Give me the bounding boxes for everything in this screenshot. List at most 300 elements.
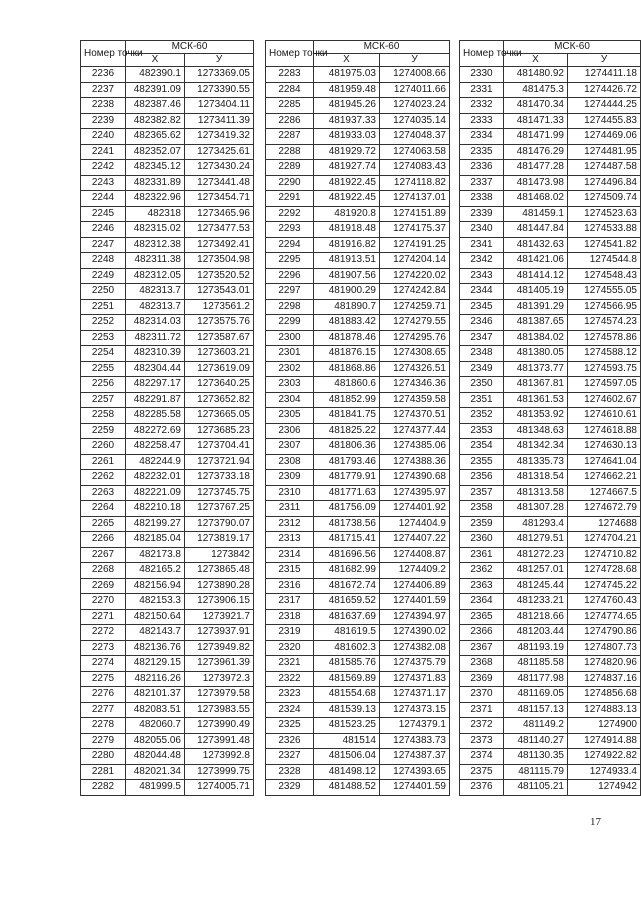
y-coordinate-cell: 1273425.61 <box>185 144 254 160</box>
y-coordinate-cell: 1274259.71 <box>380 299 450 315</box>
x-coordinate-cell: 481387.65 <box>504 315 568 331</box>
x-coordinate-cell: 482136.76 <box>126 640 185 656</box>
table-row <box>266 191 450 207</box>
x-coordinate-cell: 482210.18 <box>126 501 185 517</box>
x-coordinate-cell: 481929.72 <box>314 144 380 160</box>
y-coordinate-cell: 1274373.15 <box>380 702 450 718</box>
y-coordinate-cell: 1273390.55 <box>185 82 254 98</box>
point-number-cell: 2259 <box>81 423 126 439</box>
x-coordinate-cell: 481771.63 <box>314 485 380 501</box>
point-number-cell: 2374 <box>460 749 504 765</box>
x-coordinate-cell: 481900.29 <box>314 284 380 300</box>
point-number-cell: 2368 <box>460 656 504 672</box>
x-coordinate-cell: 481498.12 <box>314 764 380 780</box>
point-number-cell: 2326 <box>266 733 314 749</box>
table-row <box>460 377 641 393</box>
x-coordinate-cell: 481193.19 <box>504 640 568 656</box>
point-number-cell: 2367 <box>460 640 504 656</box>
y-coordinate-cell: 1274375.79 <box>380 656 450 672</box>
y-coordinate-cell: 1274406.89 <box>380 578 450 594</box>
y-coordinate-cell: 1274574.23 <box>568 315 641 331</box>
table-row <box>81 640 254 656</box>
point-number-cell: 2343 <box>460 268 504 284</box>
x-coordinate-cell: 481825.22 <box>314 423 380 439</box>
table-row <box>81 222 254 238</box>
x-coordinate-cell: 482312.05 <box>126 268 185 284</box>
x-column-header: X <box>314 54 380 67</box>
y-coordinate-cell: 1273543.01 <box>185 284 254 300</box>
point-number-header: Номер точки <box>460 41 504 67</box>
x-coordinate-cell: 481927.74 <box>314 160 380 176</box>
x-coordinate-cell: 481890.7 <box>314 299 380 315</box>
y-coordinate-cell: 1274346.36 <box>380 377 450 393</box>
y-coordinate-cell: 1274914.88 <box>568 733 641 749</box>
y-coordinate-cell: 1273465.96 <box>185 206 254 222</box>
point-number-cell: 2240 <box>81 129 126 145</box>
point-number-cell: 2371 <box>460 702 504 718</box>
y-coordinate-cell: 1273790.07 <box>185 516 254 532</box>
y-coordinate-cell: 1274597.05 <box>568 377 641 393</box>
y-coordinate-cell: 1274401.59 <box>380 780 450 796</box>
table-row <box>81 454 254 470</box>
point-number-cell: 2249 <box>81 268 126 284</box>
table-row <box>81 346 254 362</box>
point-number-cell: 2376 <box>460 780 504 796</box>
table-row <box>266 144 450 160</box>
table-row <box>81 392 254 408</box>
point-number-cell: 2268 <box>81 563 126 579</box>
table-row <box>460 346 641 362</box>
y-coordinate-cell: 1274371.83 <box>380 671 450 687</box>
y-coordinate-cell: 1274588.12 <box>568 346 641 362</box>
y-coordinate-cell: 1274469.06 <box>568 129 641 145</box>
x-coordinate-cell: 481157.13 <box>504 702 568 718</box>
table-row <box>266 299 450 315</box>
table-row <box>460 485 641 501</box>
y-coordinate-cell: 1274837.16 <box>568 671 641 687</box>
table-row <box>81 733 254 749</box>
y-coordinate-cell: 1274407.22 <box>380 532 450 548</box>
x-coordinate-cell: 482345.12 <box>126 160 185 176</box>
table-row <box>460 749 641 765</box>
x-coordinate-cell: 482285.58 <box>126 408 185 424</box>
x-coordinate-cell: 482129.15 <box>126 656 185 672</box>
y-coordinate-cell: 1274883.13 <box>568 702 641 718</box>
point-number-cell: 2366 <box>460 625 504 641</box>
table-row <box>266 485 450 501</box>
coordinates-table-3 <box>459 40 641 796</box>
point-number-cell: 2310 <box>266 485 314 501</box>
point-number-cell: 2257 <box>81 392 126 408</box>
point-number-cell: 2353 <box>460 423 504 439</box>
y-coordinate-cell: 1274385.06 <box>380 439 450 455</box>
table-row <box>460 609 641 625</box>
point-number-cell: 2306 <box>266 423 314 439</box>
y-coordinate-cell: 1273504.98 <box>185 253 254 269</box>
x-coordinate-cell: 481279.51 <box>504 532 568 548</box>
table-row <box>460 82 641 98</box>
y-coordinate-cell: 1274083.43 <box>380 160 450 176</box>
table-row <box>266 82 450 98</box>
x-coordinate-cell: 481470.34 <box>504 98 568 114</box>
point-number-cell: 2294 <box>266 237 314 253</box>
x-coordinate-cell: 482232.01 <box>126 470 185 486</box>
x-coordinate-cell: 481233.21 <box>504 594 568 610</box>
y-coordinate-cell: 1273587.67 <box>185 330 254 346</box>
y-coordinate-cell: 1274704.21 <box>568 532 641 548</box>
y-coordinate-cell: 1273990.49 <box>185 718 254 734</box>
x-coordinate-cell: 481149.2 <box>504 718 568 734</box>
x-coordinate-cell: 482156.94 <box>126 578 185 594</box>
y-coordinate-cell: 1274728.68 <box>568 563 641 579</box>
x-coordinate-cell: 481105.21 <box>504 780 568 796</box>
x-coordinate-cell: 481696.56 <box>314 547 380 563</box>
table-row <box>81 237 254 253</box>
y-column-header: У <box>185 54 254 67</box>
table-row <box>460 67 641 83</box>
x-coordinate-cell: 481405.19 <box>504 284 568 300</box>
point-number-cell: 2251 <box>81 299 126 315</box>
point-number-cell: 2369 <box>460 671 504 687</box>
point-number-cell: 2261 <box>81 454 126 470</box>
point-number-cell: 2348 <box>460 346 504 362</box>
point-number-cell: 2247 <box>81 237 126 253</box>
y-coordinate-cell: 1273733.18 <box>185 470 254 486</box>
point-number-cell: 2331 <box>460 82 504 98</box>
x-coordinate-cell: 481878.46 <box>314 330 380 346</box>
y-coordinate-cell: 1274672.79 <box>568 501 641 517</box>
y-coordinate-cell: 1274555.05 <box>568 284 641 300</box>
y-coordinate-cell: 1274481.95 <box>568 144 641 160</box>
point-number-cell: 2266 <box>81 532 126 548</box>
point-number-cell: 2337 <box>460 175 504 191</box>
x-coordinate-cell: 481380.05 <box>504 346 568 362</box>
point-number-cell: 2315 <box>266 563 314 579</box>
x-coordinate-cell: 481475.3 <box>504 82 568 98</box>
y-coordinate-cell: 1274745.22 <box>568 578 641 594</box>
point-number-cell: 2293 <box>266 222 314 238</box>
y-coordinate-cell: 1274496.84 <box>568 175 641 191</box>
x-coordinate-cell: 481391.29 <box>504 299 568 315</box>
table-row <box>266 501 450 517</box>
x-coordinate-cell: 481922.45 <box>314 175 380 191</box>
table-row <box>266 671 450 687</box>
x-coordinate-cell: 481806.36 <box>314 439 380 455</box>
point-number-cell: 2338 <box>460 191 504 207</box>
table-row <box>81 113 254 129</box>
x-coordinate-cell: 481353.92 <box>504 408 568 424</box>
table-row <box>460 516 641 532</box>
table-row <box>81 749 254 765</box>
table-row <box>81 578 254 594</box>
y-coordinate-cell: 1274404.9 <box>380 516 450 532</box>
table-row <box>266 113 450 129</box>
x-coordinate-cell: 481313.58 <box>504 485 568 501</box>
point-number-cell: 2253 <box>81 330 126 346</box>
point-number-cell: 2354 <box>460 439 504 455</box>
table-row <box>460 594 641 610</box>
table-row <box>81 129 254 145</box>
x-coordinate-cell: 482352.07 <box>126 144 185 160</box>
y-coordinate-cell: 1274401.59 <box>380 594 450 610</box>
point-number-cell: 2273 <box>81 640 126 656</box>
table-row <box>460 408 641 424</box>
x-coordinate-cell: 481130.35 <box>504 749 568 765</box>
x-coordinate-cell: 481307.28 <box>504 501 568 517</box>
y-coordinate-cell: 1274151.89 <box>380 206 450 222</box>
x-coordinate-cell: 482390.1 <box>126 67 185 83</box>
table-row <box>81 423 254 439</box>
point-number-cell: 2316 <box>266 578 314 594</box>
y-coordinate-cell: 1274035.14 <box>380 113 450 129</box>
table-row <box>81 656 254 672</box>
x-coordinate-cell: 482331.89 <box>126 175 185 191</box>
table-row <box>266 346 450 362</box>
x-coordinate-cell: 481488.52 <box>314 780 380 796</box>
point-number-cell: 2303 <box>266 377 314 393</box>
point-number-cell: 2284 <box>266 82 314 98</box>
y-coordinate-cell: 1274900 <box>568 718 641 734</box>
y-coordinate-cell: 1274118.82 <box>380 175 450 191</box>
x-coordinate-cell: 481257.01 <box>504 563 568 579</box>
y-coordinate-cell: 1274444.25 <box>568 98 641 114</box>
point-number-cell: 2327 <box>266 749 314 765</box>
y-coordinate-cell: 1274379.1 <box>380 718 450 734</box>
x-coordinate-cell: 482387.46 <box>126 98 185 114</box>
x-coordinate-cell: 482199.27 <box>126 516 185 532</box>
x-coordinate-cell: 481913.51 <box>314 253 380 269</box>
point-number-cell: 2370 <box>460 687 504 703</box>
x-coordinate-cell: 481169.05 <box>504 687 568 703</box>
point-number-cell: 2242 <box>81 160 126 176</box>
x-coordinate-cell: 481335.73 <box>504 454 568 470</box>
table-row <box>81 361 254 377</box>
point-number-cell: 2313 <box>266 532 314 548</box>
x-coordinate-cell: 481883.42 <box>314 315 380 331</box>
table-row <box>460 439 641 455</box>
point-number-cell: 2318 <box>266 609 314 625</box>
table-row <box>460 563 641 579</box>
x-coordinate-cell: 481920.8 <box>314 206 380 222</box>
coordinate-system-header: МСК-60 <box>314 41 450 54</box>
point-number-cell: 2291 <box>266 191 314 207</box>
x-coordinate-cell: 481476.29 <box>504 144 568 160</box>
x-coordinate-cell: 481473.98 <box>504 175 568 191</box>
x-coordinate-cell: 481348.63 <box>504 423 568 439</box>
y-coordinate-cell: 1274922.82 <box>568 749 641 765</box>
x-coordinate-cell: 482060.7 <box>126 718 185 734</box>
point-number-cell: 2263 <box>81 485 126 501</box>
x-coordinate-cell: 481367.81 <box>504 377 568 393</box>
point-number-cell: 2341 <box>460 237 504 253</box>
point-number-cell: 2358 <box>460 501 504 517</box>
point-number-cell: 2347 <box>460 330 504 346</box>
y-coordinate-cell: 1274359.58 <box>380 392 450 408</box>
x-coordinate-cell: 481659.52 <box>314 594 380 610</box>
table-row <box>266 563 450 579</box>
point-number-cell: 2305 <box>266 408 314 424</box>
table-row <box>460 702 641 718</box>
table-row <box>460 656 641 672</box>
x-coordinate-cell: 481218.66 <box>504 609 568 625</box>
point-number-cell: 2334 <box>460 129 504 145</box>
y-coordinate-cell: 1274602.67 <box>568 392 641 408</box>
x-coordinate-cell: 481876.15 <box>314 346 380 362</box>
table-row <box>460 501 641 517</box>
table-row <box>266 268 450 284</box>
y-coordinate-cell: 1274063.58 <box>380 144 450 160</box>
x-coordinate-cell: 482185.04 <box>126 532 185 548</box>
point-number-cell: 2274 <box>81 656 126 672</box>
table-row <box>460 625 641 641</box>
y-coordinate-cell: 1274807.73 <box>568 640 641 656</box>
table-row <box>81 408 254 424</box>
x-coordinate-cell: 481468.02 <box>504 191 568 207</box>
x-coordinate-cell: 482044.48 <box>126 749 185 765</box>
point-number-cell: 2279 <box>81 733 126 749</box>
y-coordinate-cell: 1273842 <box>185 547 254 563</box>
point-number-cell: 2335 <box>460 144 504 160</box>
y-coordinate-cell: 1274411.18 <box>568 67 641 83</box>
x-coordinate-cell: 481975.03 <box>314 67 380 83</box>
y-coordinate-cell: 1274426.72 <box>568 82 641 98</box>
point-number-cell: 2248 <box>81 253 126 269</box>
y-column-header: У <box>380 54 450 67</box>
y-coordinate-cell: 1274523.63 <box>568 206 641 222</box>
point-number-cell: 2372 <box>460 718 504 734</box>
y-coordinate-cell: 1274005.71 <box>185 780 254 796</box>
y-coordinate-cell: 1273419.32 <box>185 129 254 145</box>
table-row <box>81 67 254 83</box>
point-number-cell: 2365 <box>460 609 504 625</box>
table-row <box>81 144 254 160</box>
point-number-cell: 2375 <box>460 764 504 780</box>
point-number-cell: 2351 <box>460 392 504 408</box>
y-coordinate-cell: 1274790.86 <box>568 625 641 641</box>
x-coordinate-cell: 481506.04 <box>314 749 380 765</box>
table-row <box>460 160 641 176</box>
table-row <box>266 175 450 191</box>
x-coordinate-cell: 481373.77 <box>504 361 568 377</box>
point-number-cell: 2297 <box>266 284 314 300</box>
point-number-cell: 2255 <box>81 361 126 377</box>
y-coordinate-cell: 1273492.41 <box>185 237 254 253</box>
point-number-cell: 2254 <box>81 346 126 362</box>
x-coordinate-cell: 482311.72 <box>126 330 185 346</box>
table-row <box>266 439 450 455</box>
y-coordinate-cell: 1274533.88 <box>568 222 641 238</box>
point-number-cell: 2250 <box>81 284 126 300</box>
point-number-cell: 2278 <box>81 718 126 734</box>
point-number-cell: 2323 <box>266 687 314 703</box>
point-number-cell: 2270 <box>81 594 126 610</box>
table-row <box>460 764 641 780</box>
x-coordinate-cell: 482055.06 <box>126 733 185 749</box>
x-coordinate-cell: 481868.86 <box>314 361 380 377</box>
x-coordinate-cell: 481738.56 <box>314 516 380 532</box>
table-row <box>266 129 450 145</box>
y-coordinate-cell: 1274820.96 <box>568 656 641 672</box>
y-coordinate-cell: 1274242.84 <box>380 284 450 300</box>
point-number-cell: 2298 <box>266 299 314 315</box>
x-coordinate-cell: 482322.96 <box>126 191 185 207</box>
point-number-cell: 2244 <box>81 191 126 207</box>
table-row <box>266 284 450 300</box>
point-number-cell: 2355 <box>460 454 504 470</box>
point-number-cell: 2344 <box>460 284 504 300</box>
y-coordinate-cell: 1273619.09 <box>185 361 254 377</box>
point-number-cell: 2271 <box>81 609 126 625</box>
x-coordinate-cell: 481841.75 <box>314 408 380 424</box>
y-coordinate-cell: 1273865.48 <box>185 563 254 579</box>
point-number-cell: 2346 <box>460 315 504 331</box>
table-row <box>81 563 254 579</box>
table-row <box>266 687 450 703</box>
point-number-cell: 2324 <box>266 702 314 718</box>
point-number-header: Номер точки <box>81 41 126 67</box>
x-coordinate-cell: 481793.46 <box>314 454 380 470</box>
x-coordinate-cell: 482258.47 <box>126 439 185 455</box>
table-row <box>460 330 641 346</box>
y-coordinate-cell: 1273640.25 <box>185 377 254 393</box>
table-row <box>266 330 450 346</box>
x-coordinate-cell: 482313.7 <box>126 284 185 300</box>
table-row <box>460 671 641 687</box>
point-number-cell: 2319 <box>266 625 314 641</box>
point-number-cell: 2352 <box>460 408 504 424</box>
table-row <box>81 671 254 687</box>
table-row <box>266 361 450 377</box>
table-row <box>266 780 450 796</box>
y-coordinate-cell: 1273972.3 <box>185 671 254 687</box>
x-coordinate-cell: 482304.44 <box>126 361 185 377</box>
y-coordinate-cell: 1274760.43 <box>568 594 641 610</box>
y-coordinate-cell: 1274710.82 <box>568 547 641 563</box>
point-number-cell: 2236 <box>81 67 126 83</box>
point-number-cell: 2325 <box>266 718 314 734</box>
y-coordinate-cell: 1273819.17 <box>185 532 254 548</box>
x-coordinate-cell: 481852.99 <box>314 392 380 408</box>
y-coordinate-cell: 1274295.76 <box>380 330 450 346</box>
y-coordinate-cell: 1274387.37 <box>380 749 450 765</box>
point-number-cell: 2290 <box>266 175 314 191</box>
y-coordinate-cell: 1274390.68 <box>380 470 450 486</box>
table-row <box>81 702 254 718</box>
x-column-header: X <box>504 54 568 67</box>
table-row <box>460 532 641 548</box>
y-coordinate-cell: 1273992.8 <box>185 749 254 765</box>
y-coordinate-cell: 1274008.66 <box>380 67 450 83</box>
point-number-cell: 2312 <box>266 516 314 532</box>
table-row <box>266 423 450 439</box>
x-coordinate-cell: 482365.62 <box>126 129 185 145</box>
point-number-cell: 2300 <box>266 330 314 346</box>
y-column-header: У <box>568 54 641 67</box>
point-number-cell: 2321 <box>266 656 314 672</box>
table-row <box>460 299 641 315</box>
y-coordinate-cell: 1273441.48 <box>185 175 254 191</box>
y-coordinate-cell: 1274548.43 <box>568 268 641 284</box>
x-coordinate-cell: 481447.84 <box>504 222 568 238</box>
x-coordinate-cell: 481203.44 <box>504 625 568 641</box>
x-coordinate-cell: 481245.44 <box>504 578 568 594</box>
y-coordinate-cell: 1273665.05 <box>185 408 254 424</box>
table-row <box>81 439 254 455</box>
table-row <box>460 253 641 269</box>
y-coordinate-cell: 1274662.21 <box>568 470 641 486</box>
point-number-cell: 2322 <box>266 671 314 687</box>
table-row <box>266 702 450 718</box>
